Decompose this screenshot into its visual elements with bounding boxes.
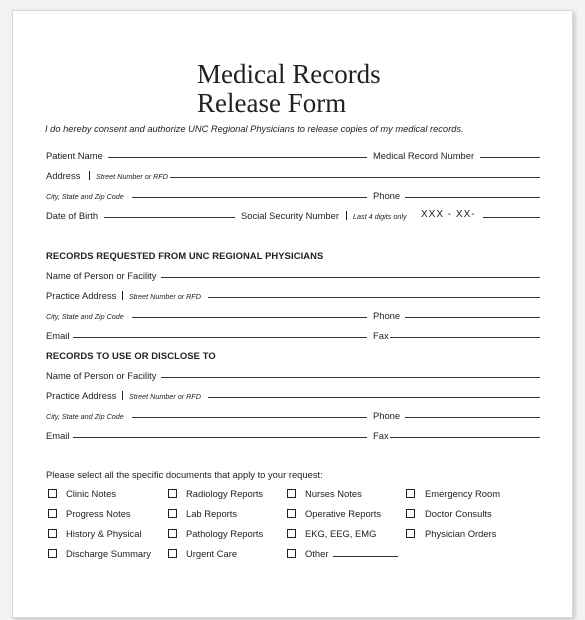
disclose-phone-label: Phone [373,410,401,421]
checkbox-progress-notes[interactable] [48,509,57,518]
disclose-phone-field[interactable] [405,417,540,418]
consent-statement: I do hereby consent and authorize UNC Regional Physicians to release copies of my medical records. [45,124,464,134]
requested-email-field[interactable] [73,337,367,338]
requested-practice-address-field[interactable] [208,297,540,298]
discharge-summary-label: Discharge Summary [66,548,151,559]
clinic-notes-label: Clinic Notes [66,488,117,499]
other-label: Other [305,548,329,559]
requested-phone-label: Phone [373,310,401,321]
physician-orders-label: Physician Orders [425,528,497,539]
disclose-city-field[interactable] [132,417,367,418]
separator [122,291,123,300]
disclose-name-label: Name of Person or Facility [46,370,157,381]
lab-reports-label: Lab Reports [186,508,238,519]
address-label: Address [46,170,81,181]
city-state-zip-hint: City, State and Zip Code [46,312,124,321]
requested-practice-address-label: Practice Address [46,290,117,301]
nurses-notes-label: Nurses Notes [305,488,362,499]
checkbox-physician-orders[interactable] [406,529,415,538]
doctor-consults-label: Doctor Consults [425,508,492,519]
form-title-line2: Release Form [197,88,347,118]
checkbox-clinic-notes[interactable] [48,489,57,498]
city-state-zip-hint: City, State and Zip Code [46,412,124,421]
disclose-fax-field[interactable] [390,437,540,438]
separator [122,391,123,400]
records-requested-heading: RECORDS REQUESTED FROM UNC REGIONAL PHYSICIANS [46,250,324,261]
documents-prompt: Please select all the specific documents that apply to your request: [46,469,323,480]
checkbox-operative-reports[interactable] [287,509,296,518]
requested-name-label: Name of Person or Facility [46,270,157,281]
checkbox-discharge-summary[interactable] [48,549,57,558]
city-state-zip-hint: City, State and Zip Code [46,192,124,201]
form-title-line1: Medical Records [197,59,381,89]
street-hint: Street Number or RFD [129,392,201,401]
requested-fax-field[interactable] [390,337,540,338]
requested-city-field[interactable] [132,317,367,318]
checkbox-emergency-room[interactable] [406,489,415,498]
emergency-room-label: Emergency Room [425,488,501,499]
city-state-zip-field[interactable] [132,197,367,198]
checkbox-lab-reports[interactable] [168,509,177,518]
ssn-mask: XXX - XX- [421,209,476,220]
checkbox-urgent-care[interactable] [168,549,177,558]
checkbox-history-physical[interactable] [48,529,57,538]
patient-name-label: Patient Name [46,150,103,161]
urgent-care-label: Urgent Care [186,548,238,559]
phone-field[interactable] [405,197,540,198]
phone-label: Phone [373,190,401,201]
disclose-email-field[interactable] [73,437,367,438]
date-of-birth-field[interactable] [104,217,235,218]
address-field[interactable] [170,177,540,178]
release-form-page [12,10,573,618]
medical-record-number-field[interactable] [480,157,540,158]
street-hint: Street Number or RFD [96,172,168,181]
disclose-practice-address-field[interactable] [208,397,540,398]
separator [346,211,347,220]
date-of-birth-label: Date of Birth [46,210,99,221]
disclose-email-label: Email [46,430,70,441]
patient-name-field[interactable] [108,157,367,158]
operative-reports-label: Operative Reports [305,508,382,519]
other-field[interactable] [333,556,398,557]
requested-fax-label: Fax [373,330,389,341]
radiology-reports-label: Radiology Reports [186,488,264,499]
ssn-label: Social Security Number [241,210,339,221]
requested-email-label: Email [46,330,70,341]
ssn-hint: Last 4 digits only [353,212,407,221]
checkbox-pathology-reports[interactable] [168,529,177,538]
checkbox-other[interactable] [287,549,296,558]
requested-phone-field[interactable] [405,317,540,318]
requested-name-field[interactable] [161,277,540,278]
medical-record-number-label: Medical Record Number [373,150,475,161]
street-hint: Street Number or RFD [129,292,201,301]
disclose-practice-address-label: Practice Address [46,390,117,401]
checkbox-radiology-reports[interactable] [168,489,177,498]
disclose-fax-label: Fax [373,430,389,441]
ssn-last4-field[interactable] [483,217,540,218]
records-disclose-heading: RECORDS TO USE OR DISCLOSE TO [46,350,216,361]
checkbox-ekg-eeg-emg[interactable] [287,529,296,538]
progress-notes-label: Progress Notes [66,508,131,519]
separator [89,171,90,180]
pathology-reports-label: Pathology Reports [186,528,264,539]
history-physical-label: History & Physical [66,528,142,539]
checkbox-nurses-notes[interactable] [287,489,296,498]
checkbox-doctor-consults[interactable] [406,509,415,518]
disclose-name-field[interactable] [161,377,540,378]
ekg-eeg-emg-label: EKG, EEG, EMG [305,528,377,539]
